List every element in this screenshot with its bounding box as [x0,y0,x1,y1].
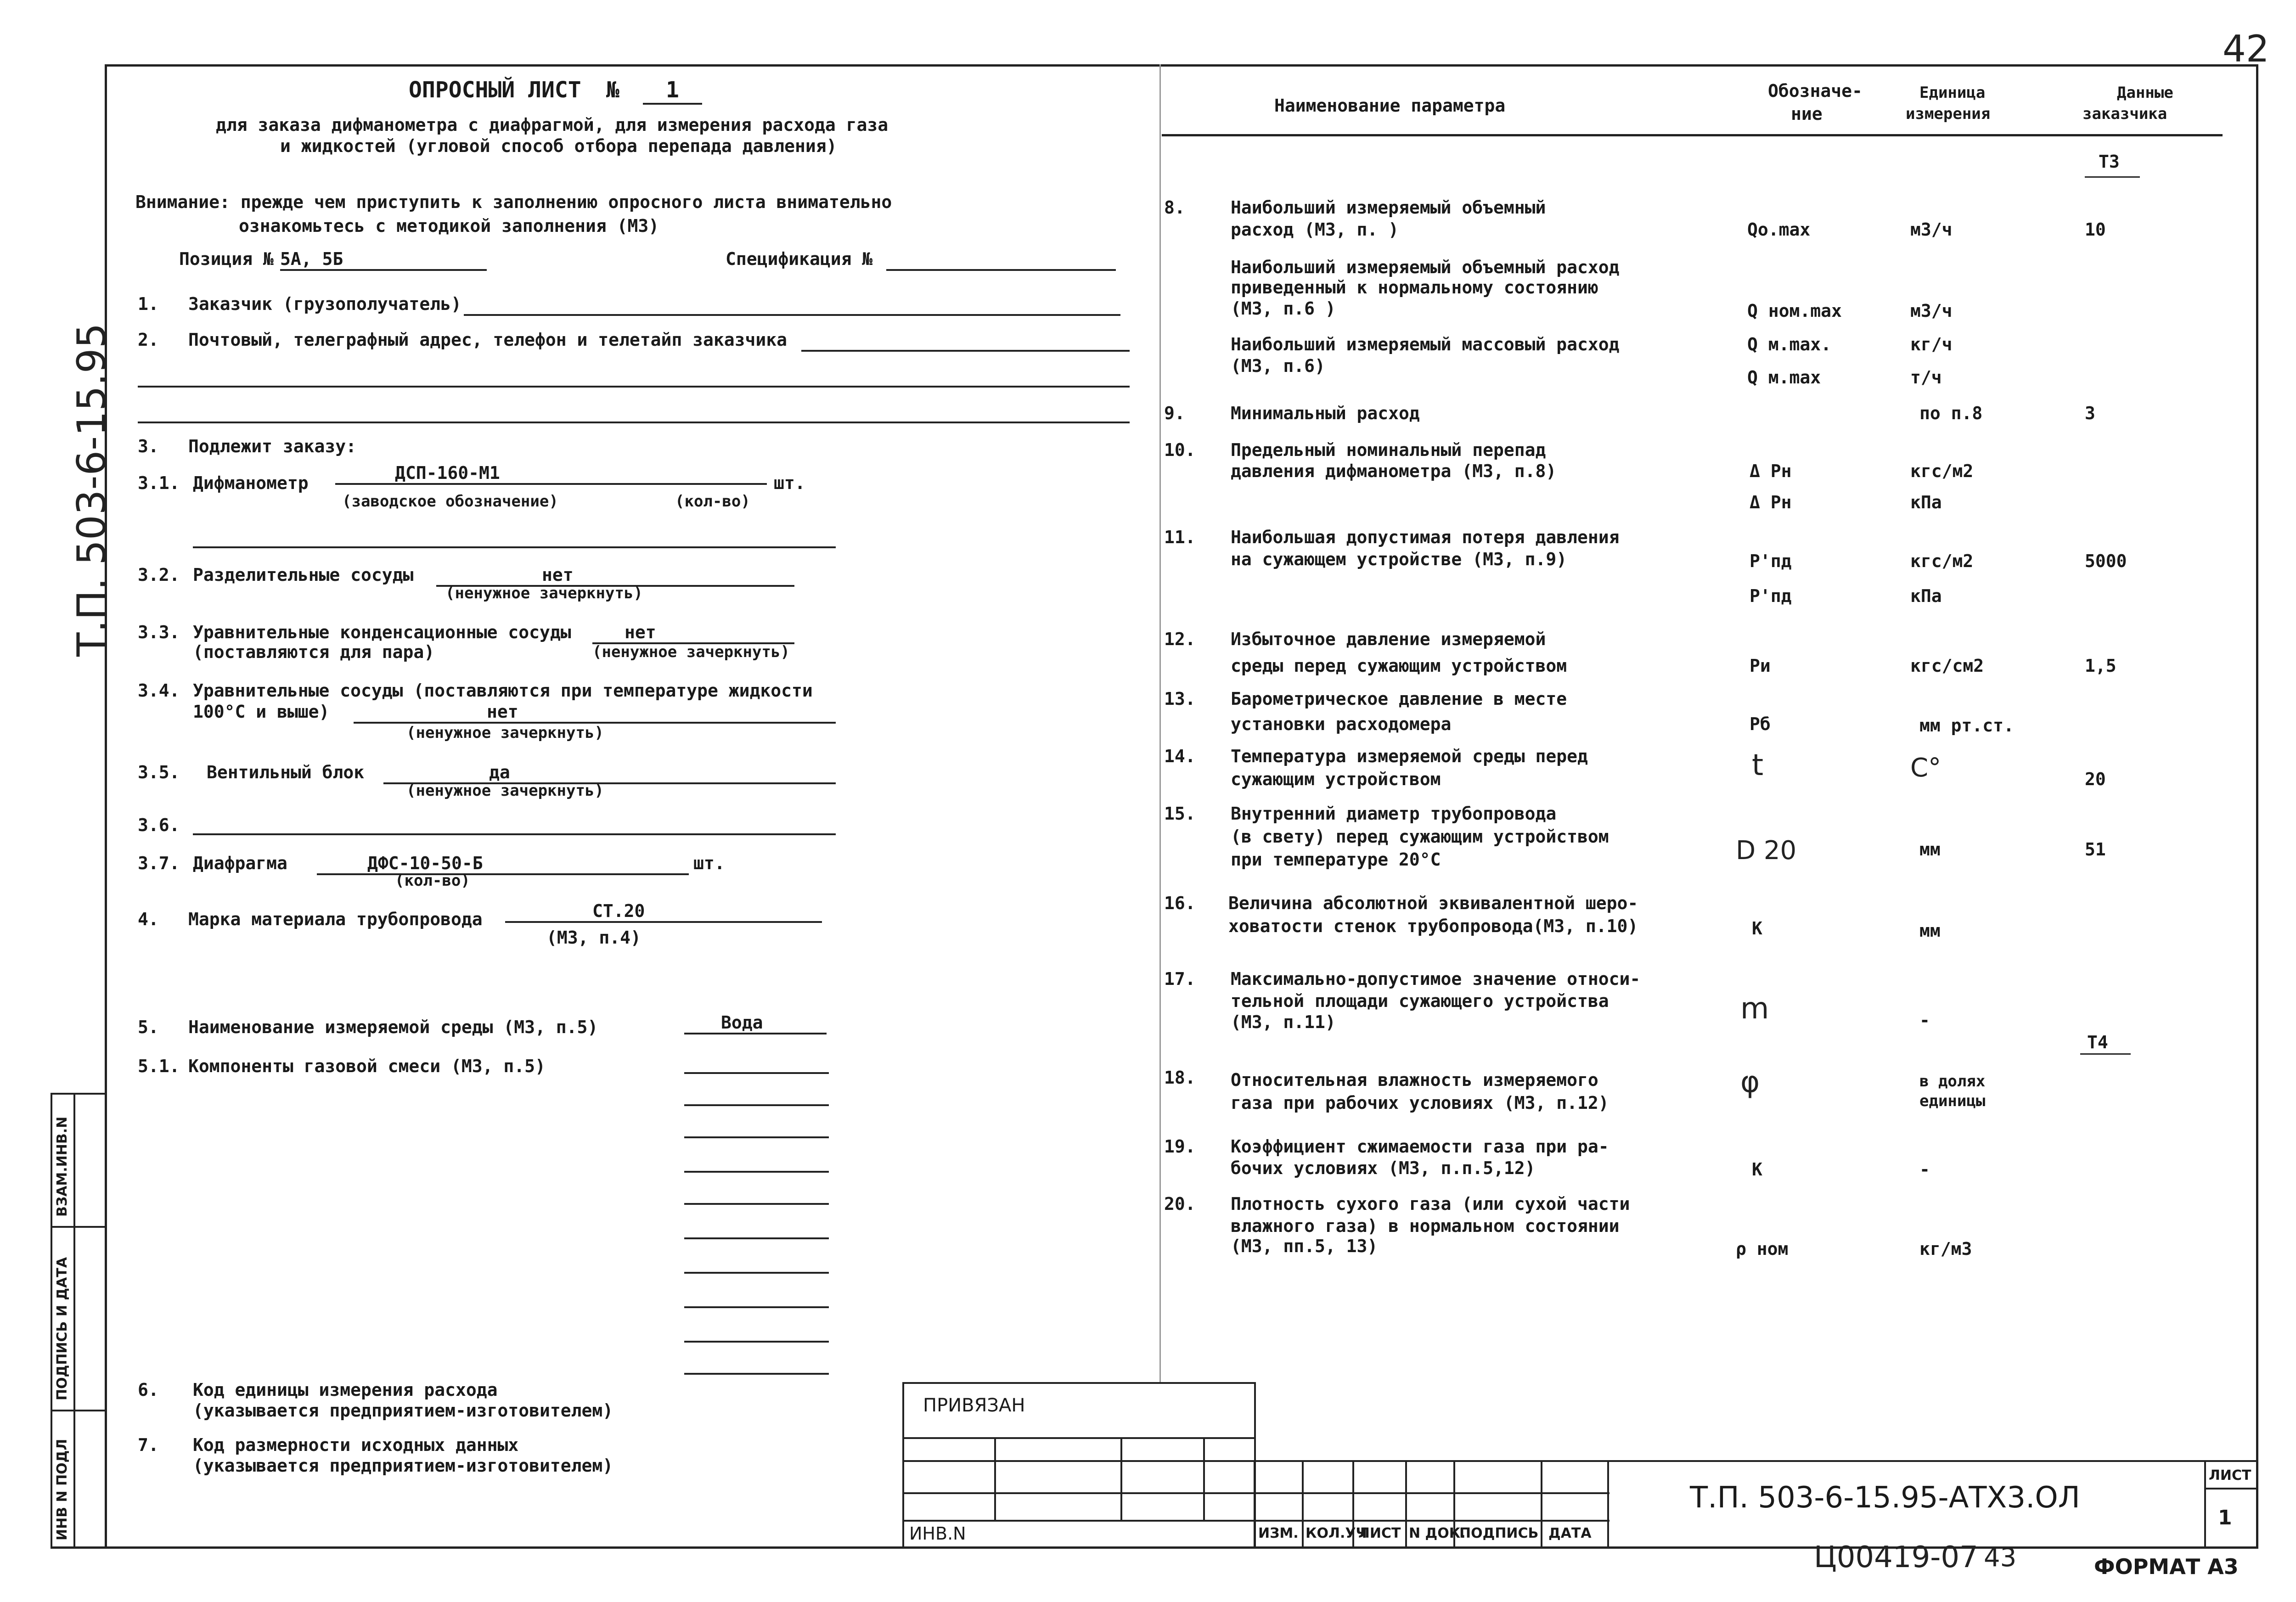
item-51-text: Компоненты газовой смеси (МЗ, п.5) [188,1056,546,1076]
item-5-value[interactable]: Вода [684,1012,827,1034]
center-divider [1159,64,1161,1382]
row-9-num: 9. [1164,403,1185,423]
side-strip-top [51,1093,107,1095]
row-10-unit-1: кгс/м2 [1910,461,1974,481]
row-13-text-1: Барометрическое давление в месте [1231,689,1567,709]
side-strip-div1 [51,1226,107,1228]
corner-number: 42 [2223,28,2269,70]
item-31-text: Дифманометр [193,473,309,493]
item-33-text-1: Уравнительные конденсационные сосуды [193,622,571,642]
item-4-value[interactable]: СТ.20 [505,901,822,923]
item-35-num: 3.5. [138,762,180,782]
gas-line-5 [684,1203,829,1205]
row-12-text-1: Избыточное давление измеряемой [1231,629,1546,649]
row-18-unit-2: единицы [1919,1092,1986,1110]
row-13-unit: мм рт.ст. [1919,715,2014,736]
head-data-1: Данные [2117,84,2173,102]
row-17-num: 17. [1164,969,1196,989]
item-5-text: Наименование измеряемой среды (МЗ, п.5) [188,1017,598,1037]
item-2-num: 2. [138,330,159,350]
row-10-sym-1: Δ Рн [1750,461,1792,481]
row-8c-text-1: Наибольший измеряемый массовый расход [1231,334,1620,354]
item-35-value[interactable]: да [383,762,836,784]
row-11-unit-2: кПа [1910,586,1942,606]
row-8c-sym-2: Q м.max [1747,367,1821,388]
row-20-num: 20. [1164,1194,1196,1214]
row-20-text-2: влажного газа) в нормальном состоянии [1231,1216,1620,1236]
item-5-num: 5. [138,1017,159,1037]
gas-line-6 [684,1237,829,1239]
stamp-inv: ИНВ.N [909,1523,966,1544]
head-sym-2: ние [1791,104,1823,124]
row-8-unit: м3/ч [1910,219,1953,240]
row-10-sym-2: Δ Рн [1750,492,1792,512]
stamp-privyazan: ПРИВЯЗАН [923,1395,1025,1416]
frame-top [105,64,2258,67]
row-17-text-2: тельной площади сужающего устройства [1231,991,1609,1011]
stamp-col-list: ЛИСТ [1358,1525,1401,1541]
item-1-text: Заказчик (грузополучатель) [188,294,461,314]
stamp-col-podpis: ПОДПИСЬ [1459,1525,1539,1541]
row-16-sym: К [1752,918,1762,939]
row-12-value[interactable]: 1,5 [2085,656,2116,676]
row-8-text-1: Наибольший измеряемый объемный [1231,197,1546,218]
position-label: Позиция № [179,249,274,269]
row-13-num: 13. [1164,689,1196,709]
stamp-grid-v3 [1203,1437,1205,1520]
mark-t4: Т4 [2087,1032,2108,1052]
position-value[interactable]: 5А, 5Б [280,249,487,271]
stamp-grid-h4 [902,1520,1609,1522]
row-17-text-1: Максимально-допустимое значение относи- [1231,969,1641,989]
row-8-value[interactable]: 10 [2085,219,2106,240]
mark-t3: Т3 [2099,152,2120,172]
gas-line-1 [684,1072,829,1074]
stamp-col-koluch: КОЛ.УЧ [1306,1525,1367,1541]
gas-line-8 [684,1306,829,1308]
row-19-unit: - [1919,1159,1930,1180]
item-7-num: 7. [138,1435,159,1455]
row-17-text-3: (МЗ, п.11) [1231,1012,1336,1032]
row-20-unit: кг/м3 [1919,1239,1972,1259]
item-33-value[interactable]: нет [592,622,794,644]
item-33-text-2: (поставляются для пара) [193,642,435,662]
item-7-text-1: Код размерности исходных данных [193,1435,519,1455]
form-title: ОПРОСНЫЙ ЛИСТ [409,77,581,103]
row-15-text-2: (в свету) перед сужающим устройством [1231,826,1609,847]
side-strip-left [51,1093,52,1548]
row-15-num: 15. [1164,804,1196,824]
item-31-num: 3.1. [138,473,180,493]
item-2-line [801,350,1130,352]
attention-line-1: Внимание: прежде чем приступить к заполнению опросного листа внимательно [135,192,892,212]
row-11-value[interactable]: 5000 [2085,551,2127,571]
row-18-num: 18. [1164,1068,1196,1088]
row-16-text-2: ховатости стенок трубопровода(МЗ, п.10) [1228,916,1638,936]
row-19-text-1: Коэффициент сжимаемости газа при ра- [1231,1136,1609,1157]
form-number-label: № [606,77,619,103]
row-8b-sym: Q ном.max [1747,301,1842,321]
mark-t3-line [2085,176,2140,178]
item-37-text: Диафрагма [193,853,287,873]
stamp-sheet-num: 1 [2218,1506,2232,1529]
form-subtitle-2: и жидкостей (угловой способ отбора перепада давления) [280,136,837,156]
item-32-num: 3.2. [138,565,180,585]
item-31-line-2 [193,546,836,548]
item-33-note: (ненужное зачеркнуть) [592,643,790,661]
item-2-line-3 [138,422,1130,423]
row-9-unit: по п.8 [1919,403,1983,423]
footer-format: ФОРМАТ А3 [2094,1554,2239,1579]
form-number: 1 [643,77,702,105]
row-8c-sym-1: Q м.max. [1747,334,1832,354]
item-7-text-2: (указывается предприятием-изготовителем) [193,1456,613,1476]
stamp-sheet-left [2204,1460,2206,1547]
frame-left [105,64,107,1547]
row-11-text-1: Наибольшая допустимая потеря давления [1231,527,1620,547]
row-8c-text-2: (МЗ, п.6) [1231,356,1325,376]
row-20-text-1: Плотность сухого газа (или сухой части [1231,1194,1630,1214]
row-17-unit: - [1919,1010,1930,1030]
item-34-value[interactable]: нет [354,702,836,724]
row-16-num: 16. [1164,893,1196,913]
stamp-code: Т.П. 503-6-15.95-АТХ3.ОЛ [1690,1481,2080,1515]
row-10-num: 10. [1164,440,1196,460]
gas-line-4 [684,1171,829,1173]
row-14-text-1: Температура измеряемой среды перед [1231,746,1588,766]
gas-line-7 [684,1272,829,1274]
mark-t4-line [2080,1053,2131,1055]
item-32-text: Разделительные сосуды [193,565,414,585]
item-4-num: 4. [138,909,159,929]
row-20-sym: ρ ном [1736,1239,1789,1259]
gas-line-3 [684,1136,829,1138]
item-35-text: Вентильный блок [207,762,365,782]
row-8b-text-3: (МЗ, п.6 ) [1231,298,1336,319]
row-17-sym: m [1740,992,1769,1026]
stamp-grid-h2 [902,1460,2257,1462]
row-18-unit-1: в долях [1919,1072,1986,1090]
row-8c-unit-1: кг/ч [1910,334,1953,354]
footer-handwritten: Ц00419-07 [1814,1540,1978,1574]
row-14-value[interactable]: 20 [2085,769,2106,789]
stamp-col-izm: ИЗМ. [1258,1525,1299,1541]
row-11-unit-1: кгс/м2 [1910,551,1974,571]
row-8c-unit-2: т/ч [1910,367,1942,388]
item-34-text-1: Уравнительные сосуды (поставляются при температуре жидкости [193,680,813,701]
item-31-note-1: (заводское обозначение) [342,492,558,511]
item-31-unit: шт. [774,473,805,493]
row-10-unit-2: кПа [1910,492,1942,512]
row-8-num: 8. [1164,197,1185,218]
side-label-podpis-data: ПОДПИСЬ И ДАТА [54,1257,70,1400]
stamp-changes-top [1254,1460,1255,1547]
row-10-text-1: Предельный номинальный перепад [1231,440,1546,460]
attention-line-2: ознакомьтесь с методикой заполнения (МЗ) [239,216,659,236]
stamp-col-v1 [1302,1460,1304,1547]
row-19-sym: К [1752,1159,1762,1180]
item-34-num: 3.4. [138,680,180,701]
vertical-code: Т.П. 503-6-15.95 [69,323,115,657]
row-9-text: Минимальный расход [1231,403,1420,423]
row-18-text-2: газа при рабочих условиях (МЗ, п.12) [1231,1093,1609,1113]
form-subtitle-1: для заказа дифманометра с диафрагмой, для измерения расхода газа [216,115,889,135]
item-35-note: (ненужное зачеркнуть) [406,781,604,800]
item-33-num: 3.3. [138,622,180,642]
row-10-text-2: давления дифманометра (МЗ, п.8) [1231,461,1557,481]
item-32-note: (ненужное зачеркнуть) [445,584,643,602]
row-15-unit: мм [1919,839,1941,860]
item-51-num: 5.1. [138,1056,180,1076]
row-8-text-2: расход (МЗ, п. ) [1231,219,1399,240]
row-19-num: 19. [1164,1136,1196,1157]
item-37-note: (кол-во) [395,871,470,890]
row-12-text-2: среды перед сужающим устройством [1231,656,1567,676]
row-11-text-2: на сужающем устройстве (МЗ, п.9) [1231,549,1567,569]
row-11-num: 11. [1164,527,1196,547]
row-12-sym: Ри [1750,656,1771,676]
item-4-text: Марка материала трубопровода [188,909,483,929]
row-19-text-2: бочих условиях (МЗ, п.п.5,12) [1231,1158,1536,1178]
row-20-text-3: (МЗ, пп.5, 13) [1231,1236,1378,1256]
row-13-sym: Рб [1750,714,1771,734]
side-label-inv-podl: ИНВ N ПОДЛ [54,1439,70,1540]
row-11-sym-2: Р'пд [1750,586,1792,606]
row-18-sym: φ [1740,1065,1760,1099]
item-36-line [193,833,836,835]
head-unit-2: измерения [1906,105,1991,123]
gas-line-2 [684,1104,829,1106]
item-32-value[interactable]: нет [436,565,794,587]
side-strip-div2 [51,1410,107,1411]
row-15-text-3: при температуре 20°С [1231,849,1441,870]
gas-line-9 [684,1341,829,1343]
item-6-text-1: Код единицы измерения расхода [193,1380,498,1400]
row-11-sym-1: Р'пд [1750,551,1792,571]
item-2-text: Почтовый, телеграфный адрес, телефон и телетайп заказчика [188,330,788,350]
item-34-text-2: 100°С и выше) [193,702,330,722]
row-9-value[interactable]: 3 [2085,403,2095,423]
stamp-col-v5 [1541,1460,1542,1547]
row-16-unit: мм [1919,921,1941,941]
row-15-text-1: Внутренний диаметр трубопровода [1231,804,1557,824]
row-13-text-2: установки расходомера [1231,714,1452,734]
item-31-value[interactable]: ДСП-160-М1 [335,463,767,485]
item-6-text-2: (указывается предприятием-изготовителем) [193,1400,613,1421]
gas-line-10 [684,1373,829,1375]
row-12-num: 12. [1164,629,1196,649]
stamp-code-left [1607,1460,1609,1547]
stamp-col-data: ДАТА [1548,1525,1592,1541]
item-3-num: 3. [138,436,159,456]
row-15-value[interactable]: 51 [2085,839,2106,860]
stamp-col-ndok: N ДОК. [1409,1525,1466,1541]
item-37-num: 3.7. [138,853,180,873]
row-12-unit: кгс/см2 [1910,656,1984,676]
row-16-text-1: Величина абсолютной эквивалентной шеро- [1228,893,1638,913]
stamp-sheet-label: ЛИСТ [2209,1467,2251,1484]
spec-label: Спецификация № [726,249,873,269]
item-2-line-2 [138,386,1130,388]
head-name: Наименование параметра [1274,96,1506,116]
item-3-text: Подлежит заказу: [188,436,357,456]
side-strip-mid [73,1093,75,1548]
item-4-note: (МЗ, п.4) [546,927,641,948]
row-18-text-1: Относительная влажность измеряемого [1231,1070,1598,1090]
head-underline [1162,134,2223,136]
item-31-note-2: (кол-во) [675,492,750,511]
side-label-vzam-inv: ВЗАМ.ИНВ.N [54,1116,70,1217]
row-8b-unit: м3/ч [1910,301,1953,321]
row-14-num: 14. [1164,746,1196,766]
stamp-col-v3 [1405,1460,1407,1547]
row-8-sym: Qо.max [1747,219,1811,240]
item-1-num: 1. [138,294,159,314]
stamp-grid-h3 [902,1492,1609,1494]
row-15-sym: D 20 [1736,836,1797,866]
spec-line [886,269,1116,271]
item-34-note: (ненужное зачеркнуть) [406,724,604,742]
item-37-unit: шт. [693,853,725,873]
row-14-sym: t [1752,748,1764,782]
item-6-num: 6. [138,1380,159,1400]
head-data-2: заказчика [2082,105,2167,123]
item-37-value[interactable]: ДФС-10-50-Б [317,853,689,875]
head-sym-1: Обозначе- [1768,81,1863,101]
footer-hw-page: 43 [1984,1543,2017,1573]
stamp-grid-v1 [994,1437,996,1520]
row-14-unit: С° [1910,753,1941,783]
row-8b-text-1: Наибольший измеряемый объемный расход [1231,257,1620,277]
row-8b-text-2: приведенный к нормальному состоянию [1231,277,1598,298]
row-14-text-2: сужающим устройством [1231,769,1441,789]
frame-right [2256,64,2258,1549]
item-1-line [464,314,1120,316]
stamp-grid-v2 [1120,1437,1122,1520]
stamp-sheet-mid [2204,1488,2258,1490]
item-36-num: 3.6. [138,815,180,835]
head-unit-1: Единица [1919,84,1986,102]
